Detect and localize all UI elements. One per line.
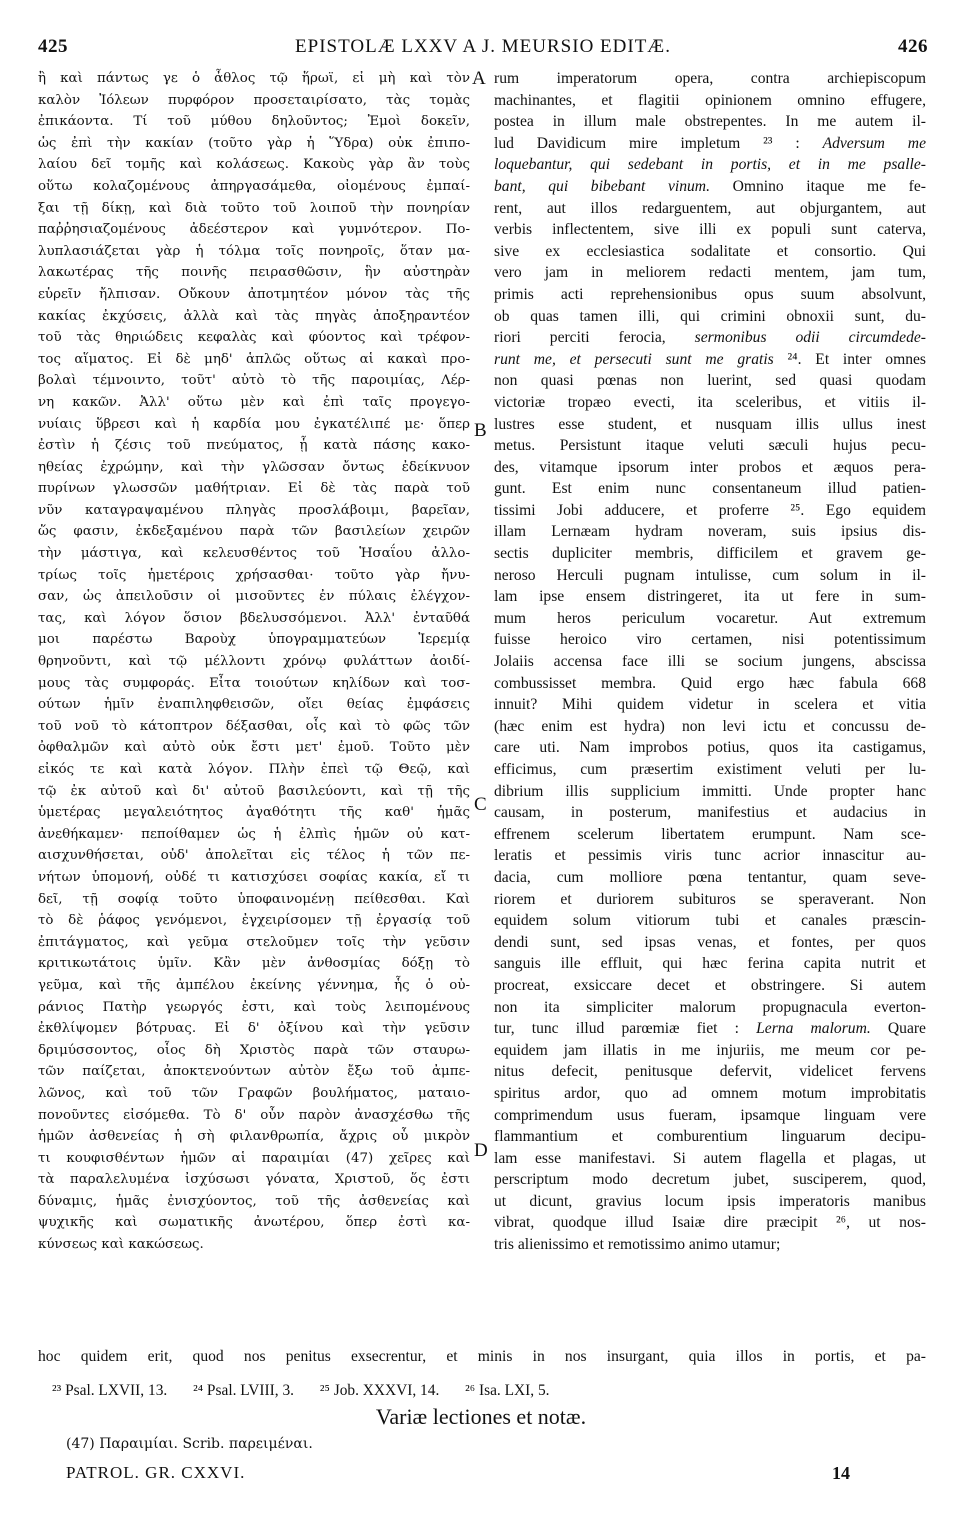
footnote-25: ²⁵ Job. XXXVI, 14. [319, 1382, 440, 1399]
text-line: τοῦ τὰς θηριώδεις κεφαλὰς καὶ φύοντος καὶ τρέφον- [38, 330, 470, 346]
sheet-number: 14 [832, 1463, 850, 1483]
latin-text-column [494, 68, 926, 1256]
text-line: τος αἵματος. Εἰ δὲ μηδ' ἁπλῶς οὕτως αἱ κακαὶ προ- [38, 351, 470, 367]
text-line: ἡμῶν ἀσθενείας ἡ σὴ φιλανθρωπία, ἄχρις οὗ μικρὸν [38, 1129, 470, 1145]
text-line: κριτικωτάτοις ὑμῖν. Κἂν μὲν ἀνθοσμίας δόξῃ τὸ [38, 956, 470, 972]
text-line: vero jam in meliorem redacti mentem, jam tum, [494, 264, 926, 282]
text-line: ὑμετέρας μεγαλειότητος ἀγαθότητι τῆς καθ' ἡμᾶς [38, 805, 470, 821]
text-line: ούτων ἡμῖν ἐναπιληφθεισῶν, οἴει θείας ἐμφάσεις [38, 697, 470, 713]
text-line: παῤῥησιαζομένους ἀδεέστερον καὶ γυμνότερον. Πο- [38, 222, 470, 238]
text-line: sive ex ecclesiastica sodalitate et consortio. Qui [494, 242, 926, 260]
text-line: equidem jam illatis in me injuriis, me meum cor pe- [494, 1041, 926, 1059]
text-line: κύνσεως καὶ κακώσεως. [38, 1237, 204, 1253]
text-line: ἐπιτάγματος, καὶ γεῦμα στελοῦμεν τοῖς τὴν γεῦσιν [38, 934, 470, 950]
text-line: οὕτω κολαζομένους ἀπηργασάμεθα, οἰομένους ἐμπαί- [38, 178, 470, 194]
margin-marker-c: C [474, 794, 487, 815]
text-line: ράνιος Πατὴρ γεωργός ἐστι, καὶ τοὺς λειπομένους [38, 999, 470, 1015]
text-line: lud Davidicum mire impletum ²³ : Adversum me [494, 134, 926, 152]
margin-marker-d: D [474, 1140, 488, 1161]
text-line: μοι παρέστω Βαροὺχ ὑπογραμματεύων Ἱερεμίᾳ [38, 632, 470, 648]
text-line: rent, aut illos redarguentem, aut objurgantem, aut [494, 199, 926, 217]
text-line: ἐστὶν ἡ ζέσις τοῦ πνεύματος, ᾗ κατὰ πάσης κακο- [38, 438, 470, 454]
text-line: verbis inflectentem, sive illi ex populi sunt caterva, [494, 221, 926, 239]
text-line: βολαὶ τέμνοιντο, τοῦτ' αὐτὸ τὸ τῆς παροιμίας, Λέρ- [38, 373, 470, 389]
text-line: ξαι τῇ δίκῃ, καὶ διὰ τοῦτο τοῦ λοιποῦ τὴν πονηρίαν [38, 200, 470, 216]
footnote-24: ²⁴ Psal. LVIII, 3. [193, 1382, 295, 1399]
text-line: τοῦ νοῦ τὸ κάτοπτρον δέξασθαι, οἷς καὶ τὸ φῶς τῶν [38, 718, 470, 734]
text-line: πυρίνων γλωσσῶν μαθήτριαν. Εἰ δὲ τὰς παρὰ τοῦ [38, 481, 470, 497]
text-line: τὰ παραλελυμένα ἰσχύσωσι γόνατα, Χριστοῦ, ὅς ἐστι [38, 1172, 470, 1188]
text-line: νυίαις ὕβρεσι καὶ ἡ καρδία μου ἐγκατέλιπέ με· ὅπερ [38, 416, 470, 432]
text-line: τὸ δὲ ῥάφος γενόμενοι, ἐγχειρίσομεν τῇ ἐργασίᾳ τοῦ [38, 913, 470, 929]
varia-heading: Variæ lectiones et notæ. [375, 1404, 587, 1429]
text-line: (hæc enim est hydra) non levi ictu et concussu de- [494, 717, 926, 735]
text-line: δριμύσσοντος, οἷος δὴ Χριστὸς παρὰ τῶν σταυρω- [38, 1042, 470, 1058]
text-line: tris alienissimo et remotissimo animo utamur; [494, 1236, 781, 1254]
text-line: αισχυνθήσεται, οὐδ' ἀπολεῖται εἰς τέλος ἡ τῶν πε- [38, 848, 470, 864]
text-line: νῦν καταγραψαμένου πληγὰς προσλάβοιμι, βαρεῖαν, [38, 502, 470, 518]
running-title: EPISTOLÆ LXXV A J. MEURSIO EDITÆ. [295, 36, 671, 57]
text-line: riorem et duriorem subituros se speraverant. Non [494, 890, 926, 908]
text-line: rum imperatorum opera, contra archiepiscopum [494, 70, 926, 87]
text-line: τῶν παίζεται, ἀποκτενούντων αὐτὸν ἔξω τοῦ ἀμπε- [38, 1064, 470, 1080]
text-line: πονοῦντες εἰσόμεθα. Τὸ δ' οὖν παρὸν ἀνασχέσθω τῆς [38, 1107, 470, 1123]
greek-text-column [38, 68, 470, 1256]
text-line: perscriptum modo decretum jubet, susciperem, quod, [494, 1171, 926, 1189]
text-line: ob quas tamen illi, qui crimini obnoxii sunt, du- [494, 307, 926, 325]
text-line: δύναμις, ἡμᾶς ἐνισχύοντος, τοῦ τῆς ἀσθενείας καὶ [38, 1193, 470, 1209]
text-line: leratis et pessimis viris tunc acrior innascitur au- [494, 847, 926, 865]
text-line: non quasi pœnas non luerint, sed quasi quodam [494, 372, 926, 390]
text-line: combussisset membra. Quid ergo hæc fabula 668 [494, 674, 926, 692]
text-line: metus. Persistunt itaque veluti sæculi hujus pecu- [494, 437, 926, 455]
full-width-line: hoc quidem erit, quod nos penitus exsecrentur, et minis in nos insurgant, quia illos in portis, et pa- [38, 1348, 926, 1365]
text-line: lam esse manifestavi. Si autem flagella et plagas, ut [494, 1149, 926, 1167]
text-line: causam, in posterum, manifestius et audacius in [494, 804, 926, 822]
text-line: lam ipse ensem distringeret, ita ut fere in sum- [494, 588, 926, 606]
series-label: PATROL. GR. CXXVI. [66, 1463, 246, 1482]
text-line: τας, καὶ λόγον ὅσιον βδελυσσόμενοι. Ἀλλ' ἐνταῦθά [38, 610, 470, 626]
text-line: τι κουφισθέντων ἡμῶν αἱ παραιμίαι (47) χεῖρες καὶ [38, 1150, 470, 1166]
footnote-23: ²³ Psal. LXVII, 13. [52, 1382, 168, 1399]
text-line: victoriæ tropæo evecti, ita sceleribus, et vitiis il- [494, 393, 926, 411]
text-line: bant, qui bibebant vinum. Omnino itaque me fe- [494, 177, 926, 195]
text-line: sectis dupliciter membris, difficilem et gravem ge- [494, 545, 926, 563]
footnote-26: ²⁶ Isa. LXI, 5. [465, 1382, 550, 1399]
text-line: fuisse heroico viro certamen, nisi potentissimum [494, 631, 926, 649]
text-line: innuit? Mihi quidem videtur in scelera et vitia [494, 696, 926, 714]
text-line: γεῦμα, καὶ τῆς ἀμπέλου ἐκείνης γέννημα, ἧς ὁ οὐ- [38, 977, 470, 993]
text-line: dibrium illis supplicium immitti. Unde propter hanc [494, 782, 926, 800]
text-line: εἰκός τε καὶ κατὰ λόγον. Πλὴν ἐπεὶ τῷ Θεῷ, καὶ [38, 762, 470, 777]
text-line: ψυχικῆς καὶ σωματικῆς ἀνωτέρου, ὅπερ ἐστὶ κα- [38, 1215, 470, 1231]
text-line: flammantium et comburentium linguarum decipu- [494, 1128, 926, 1146]
text-line: ut dicunt, gravius locum ipsis imperatoris manibus [494, 1192, 926, 1210]
text-line: λαίου δεῖ τομῆς καὶ κολάσεως. Κακοὺς γὰρ ἂν τοὺς [38, 157, 470, 173]
page-number-right: 426 [898, 36, 928, 57]
margin-marker-b: B [474, 420, 487, 441]
text-line: ἢ καὶ πάντως γε ὁ ἆθλος τῷ ἥρωϊ, εἰ μὴ καὶ τὸν [38, 71, 470, 86]
text-line: ἀνεθήκαμεν· πεποίθαμεν ὡς ἡ ἐλπὶς ἡμῶν οὐ κατ- [38, 826, 470, 842]
text-line: comprimendum usus fueram, ipsamque linguam vere [494, 1106, 926, 1124]
text-line: ἐπικάοντα. Τί τοῦ μύθου δηλοῦντος; Ἐμοὶ δοκεῖν, [38, 114, 470, 130]
text-line: riori perciti ferocia, sermonibus odii circumdede- [494, 329, 926, 347]
text-line: κακίας ἐκχύσεις, ἀλλὰ καὶ τὰς πηγὰς ἀποξηραντέον [38, 308, 470, 324]
text-line: λῶνος, καὶ τοῦ τῶν Γραφῶν βουλήματος, ματαιο- [38, 1085, 470, 1101]
text-line: νήτων ὑπομονή, οὐδέ τι κατισχύσει σοφίας κακία, εἴ τι [38, 869, 470, 885]
text-line: εὑρεῖν ἤλπισαν. Οὔκουν ἀποτμητέον μόνον τὰς τῆς [38, 286, 470, 302]
text-line: machinantes, et flagitii opinionem omnino effugere, [494, 91, 926, 109]
text-line: vibrat, quodque illud Isaiæ dire præcipit ²⁶, ut nos- [494, 1214, 926, 1232]
text-line: τρίως τοῖς ἡμετέροις χρήσασθαι· τοῦτο γὰρ ἤνυ- [38, 567, 470, 583]
page-header [38, 36, 928, 62]
text-line: sanguis ille effluit, qui hæc ferina capita nutrit et [494, 955, 926, 973]
text-line: ηθείας ἐχρώμην, καὶ τὴν γλῶσσαν ὄντως ἐδείκνυον [38, 459, 470, 475]
text-line: mum heros periculum vocaretur. Aut extremum [494, 609, 926, 627]
text-line: lustres esse student, et nusquam illis ullus inest [494, 415, 926, 433]
text-line: loquebantur, qui sedebant in portis, et in me psalle- [494, 156, 926, 174]
text-line: τὴν μάστιγα, καὶ κελευσθέντος τοῦ Ἡσαΐου ἀλλο- [38, 546, 470, 562]
text-line: ἐκθλίψομεν βότρυας. Εἰ δ' ὀξίνου καὶ τὴν γεῦσιν [38, 1021, 470, 1037]
text-line: καλὸν Ἰόλεων πυρφόρον προσεταιρίσατο, τὰς τομὰς [38, 92, 470, 108]
text-line: procreat, exsiccare decet et obstringere. Si autem [494, 976, 926, 994]
text-line: non ita simpliciter malorum propugnacula everton- [494, 998, 926, 1016]
text-line: θρηνοῦντι, καὶ τῷ μέλλοντι χρόνῳ φυλάττων ἀοιδί- [38, 654, 470, 670]
text-line: Jolaiis accensa face illi se socium jungens, abscissa [494, 653, 926, 671]
text-line: primis acti reprehensionibus opus suum absolvunt, [494, 285, 926, 303]
variant-note: (47) Παραιμίαι. Scrib. παρειμέναι. [66, 1436, 313, 1452]
text-line: effrenem scelerum libertatem erumpunt. Nam sce- [494, 825, 926, 843]
text-line: λακωτέρας τῆς ποινῆς πειρασθῶσιν, ἣν αὐστηρὰν [38, 265, 470, 281]
text-line: σαν, ὡς ἀπειλοῦσιν οἱ μισοῦντες ἐν πύλαις ἐλέγχον- [38, 589, 470, 605]
text-line: postea in illum male obstrepentes. In me autem il- [494, 113, 926, 131]
text-line: illam Lernæam hydram noveram, suis ipsius dis- [494, 523, 926, 541]
text-line: νη κακῶν. Ἀλλ' οὕτω μὲν καὶ ἐπὶ ταῖς προγεγο- [38, 394, 470, 410]
text-line: equidem solum vitiorum tubi et canales præscin- [494, 912, 926, 930]
text-line: nitus defecit, penitusque defervit, videlicet fervens [494, 1063, 926, 1081]
text-line: care uti. Nam improbos potius, quos ita castigamus, [494, 739, 926, 757]
text-line: efficimus, cum præsertim existiment veluti per lu- [494, 761, 926, 778]
footnotes [52, 1382, 572, 1400]
text-line: λυπλασιάζεται γὰρ ἡ τόλμα τοῖς πονηροῖς, ὅταν μα- [38, 243, 470, 259]
text-line: spiritus ardor, quo ad omnem motum improbitatis [494, 1084, 926, 1102]
text-line: ὀφθαλμῶν καὶ αὐτὸ οὐκ ἔστι μετ' ἐμοῦ. Τοῦτο μὲν [38, 740, 470, 756]
text-line: δεῖ, τῇ σοφίᾳ τοῦτο ὑποφαινομένῃ πείθεσθαι. Καὶ [38, 891, 470, 907]
text-line: μους τὰς συμφοράς. Εἶτα τοιούτων κηλίδων καὶ τοσ- [38, 675, 470, 691]
page-number-left: 425 [38, 36, 68, 57]
text-line: neroso Herculi pugnam intulisse, cum solum in il- [494, 566, 926, 584]
text-line: des, vitamque ipsorum inter probos et æquos pera- [494, 458, 926, 476]
text-line: runt me, et persecuti sunt me gratis ²⁴. Et inter omnes [494, 350, 926, 368]
text-line: tissimi Jobi adducere, et proferre ²⁵. Ego equidem [494, 501, 926, 519]
text-line: τῷ ἐκ αὐτοῦ καὶ δι' αὐτοῦ βασιλεύοντι, καὶ τῇ τῆς [38, 783, 470, 799]
text-line: dacia, cum molliore pœna tentantur, quam seve- [494, 868, 926, 886]
text-line: tur, tunc illud parœmiæ fiet : Lerna malorum. Quare [494, 1020, 926, 1038]
text-line: ὥς φασιν, ἐκδεξαμένου παρὰ τῶν βασιλείων χειρῶν [38, 524, 470, 540]
text-line: ὡς ἐπὶ τὴν κακίαν (τοῦτο γὰρ ἡ Ὕδρα) οὐκ ἐπιπο- [38, 135, 470, 151]
margin-marker-a: A [472, 68, 486, 89]
text-line: gunt. Est enim nunc consentaneum illud patien- [494, 480, 926, 498]
text-line: dendi sunt, sed ipsas venas, et fontes, per quos [494, 933, 926, 951]
